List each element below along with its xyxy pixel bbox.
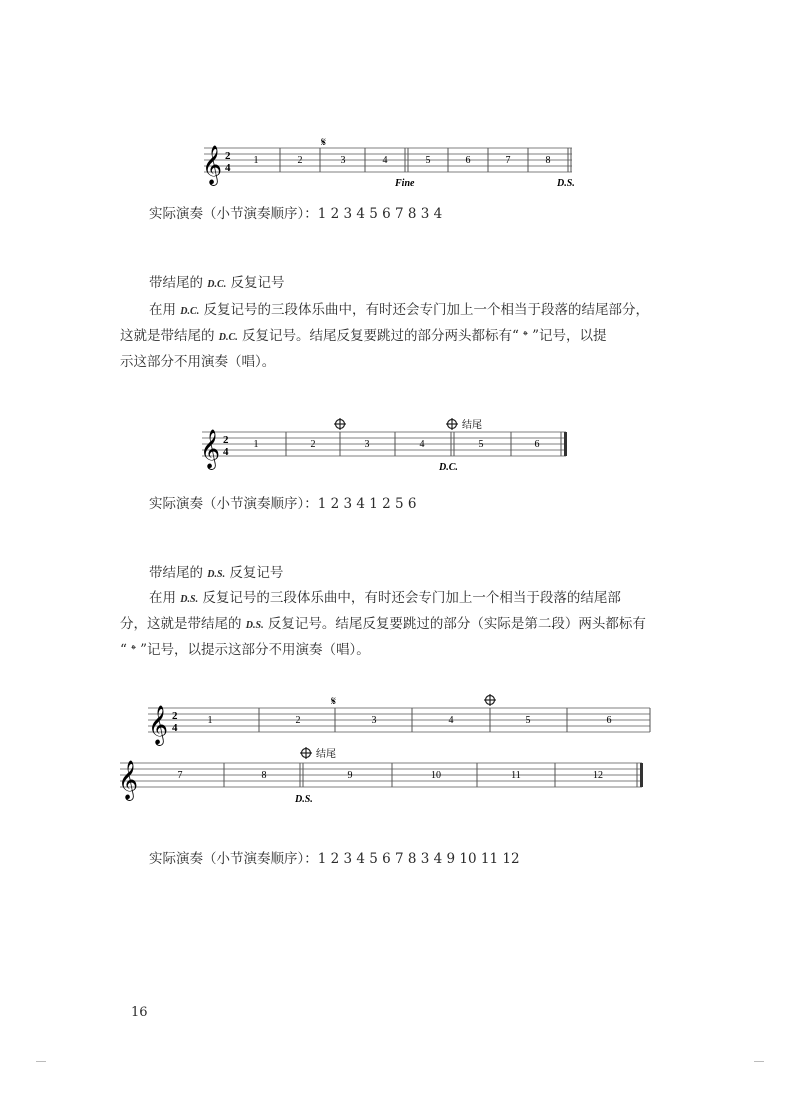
coda-icon [446, 418, 458, 430]
measure-number: 2 [310, 439, 316, 450]
crop-mark [754, 1061, 764, 1062]
time-sig-bottom: 4 [172, 722, 178, 734]
coda-label: 结尾 [462, 420, 482, 431]
time-sig-top: 2 [223, 434, 229, 446]
ds-marking: D.S. [295, 794, 313, 805]
ds-mark: D.S. [207, 569, 226, 580]
time-sig-bottom: 4 [223, 446, 229, 458]
final-barline [640, 763, 643, 787]
treble-clef-icon: 𝄞 [202, 147, 223, 184]
staff-lines-row-2 [120, 763, 642, 787]
measure-number: 8 [545, 155, 551, 166]
measure-number: 9 [347, 770, 353, 781]
measure-number: 4 [382, 155, 388, 166]
music-example-1 [190, 134, 590, 194]
time-sig-bottom: 4 [225, 162, 231, 174]
coda-icon [484, 694, 496, 706]
playing-order-3: 实际演奏（小节演奏顺序）：1 2 3 4 5 6 7 8 3 4 9 10 11 12 [149, 851, 520, 867]
measure-number: 2 [297, 155, 303, 166]
measure-number: 3 [340, 155, 346, 166]
paragraph-ds-coda: 在用 D.S. 反复记号的三段体乐曲中，有时还会专门加上一个相当于段落的结尾部 分，这就是带结尾的 D.S. 反复记号。结尾反复要跳过的部分（实际是第二段）两头都标有 “ 𝄌 ”记号，以提示这部分不用演奏（唱）。 [120, 590, 646, 658]
page-number: 16 [131, 1005, 148, 1020]
staff-lines-row-1 [148, 708, 650, 732]
measure-number: 1 [253, 155, 259, 166]
measure-number: 12 [593, 770, 603, 781]
treble-clef-icon: 𝄞 [200, 431, 221, 468]
music-example-3 [118, 690, 660, 810]
segno-icon: 𝄋 [331, 694, 337, 708]
measure-number: 3 [364, 439, 370, 450]
measure-number: 11 [511, 770, 521, 781]
coda-icon [300, 747, 312, 759]
staff-lines [204, 148, 572, 172]
measure-number: 1 [207, 715, 213, 726]
measure-number: 1 [253, 439, 259, 450]
measure-number: 7 [177, 770, 183, 781]
ds-marking: D.S. [557, 178, 575, 189]
time-sig-top: 2 [225, 150, 231, 162]
heading-ds-coda: 带结尾的 D.S. 反复记号 [149, 565, 284, 581]
final-barline [564, 432, 567, 456]
playing-order-2: 实际演奏（小节演奏顺序）：1 2 3 4 1 2 5 6 [149, 496, 417, 512]
treble-clef-icon: 𝄞 [118, 762, 139, 799]
heading-dc-coda: 带结尾的 D.C. 反复记号 [149, 275, 285, 291]
measure-number: 4 [419, 439, 425, 450]
measure-number: 2 [295, 715, 301, 726]
measure-number: 4 [448, 715, 454, 726]
time-sig-top: 2 [172, 710, 178, 722]
measure-number: 7 [505, 155, 511, 166]
measure-number: 10 [431, 770, 441, 781]
coda-icon [334, 418, 346, 430]
measure-number: 5 [478, 439, 484, 450]
treble-clef-icon: 𝄞 [148, 707, 169, 744]
crop-mark [36, 1061, 46, 1062]
playing-order-1: 实际演奏（小节演奏顺序）：1 2 3 4 5 6 7 8 3 4 [149, 206, 443, 222]
measure-number: 5 [525, 715, 531, 726]
measure-number: 6 [465, 155, 471, 166]
measure-number: 5 [425, 155, 431, 166]
coda-label: 结尾 [316, 749, 336, 760]
dc-marking: D.C. [439, 462, 458, 473]
dc-mark: D.C. [207, 279, 227, 290]
measure-number: 6 [534, 439, 540, 450]
measure-number: 3 [371, 715, 377, 726]
measure-number: 8 [261, 770, 267, 781]
paragraph-dc-coda: 在用 D.C. 反复记号的三段体乐曲中，有时还会专门加上一个相当于段落的结尾部分， 这就是带结尾的 D.C. 反复记号。结尾反复要跳过的部分两头都标有“ 𝄌 ”记号，以提 示这部分不用演奏（唱）。 [120, 302, 649, 370]
music-example-2 [190, 412, 580, 476]
segno-icon: 𝄋 [321, 135, 327, 149]
fine-marking: Fine [395, 178, 415, 189]
measure-number: 6 [606, 715, 612, 726]
measure-numbers [254, 155, 551, 166]
